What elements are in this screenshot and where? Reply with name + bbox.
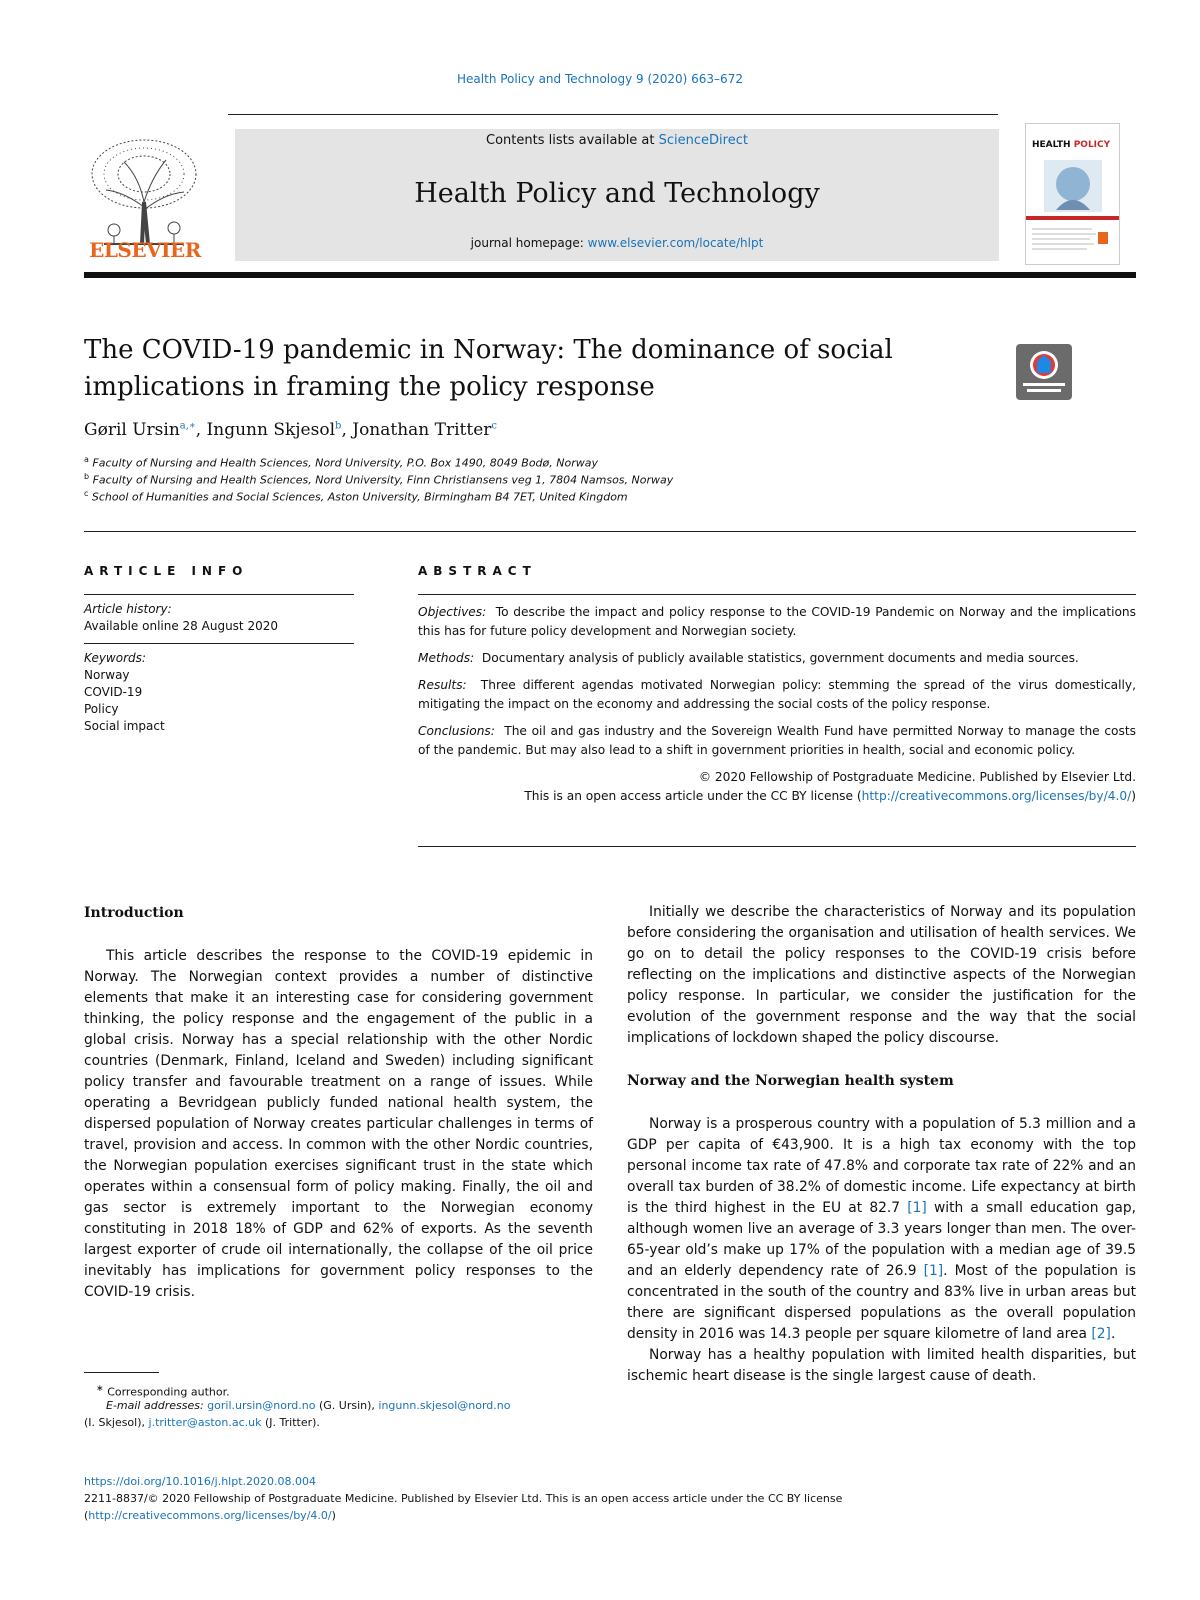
email-owner: (I. Skjesol), <box>84 1416 149 1429</box>
affiliation <box>84 489 628 504</box>
keywords-label: Keywords: <box>84 651 146 665</box>
author-name[interactable]: Jonathan Tritter <box>352 420 492 440</box>
footer-license-link[interactable]: http://creativecommons.org/licenses/by/4.0/ <box>88 1509 332 1522</box>
norway-text: . <box>1110 1326 1116 1342</box>
abstract-objectives <box>418 603 1136 641</box>
email-link[interactable]: j.tritter@aston.ac.uk <box>148 1416 262 1429</box>
cover-title-1: HEALTH <box>1032 140 1071 150</box>
doi-link[interactable]: https://doi.org/10.1016/j.hlpt.2020.08.004 <box>84 1475 316 1488</box>
check-for-updates-icon[interactable] <box>1015 343 1073 401</box>
affiliation <box>84 455 598 470</box>
author-name[interactable]: Ingunn Skjesol <box>206 420 336 440</box>
article-history <box>84 601 278 635</box>
affiliation-text: Faculty of Nursing and Health Sciences, Nord University, P.O. Box 1490, 8049 Bodø, Norway <box>92 456 598 470</box>
reference-link[interactable]: [1] <box>923 1263 944 1279</box>
email-link[interactable]: ingunn.skjesol@nord.no <box>378 1399 511 1412</box>
norway-text: with a small education gap, although women live an average of 3.3 years longer than men. The over-65-year old’s make up 17% of the population with a median age of 39.5 and an elderly dependency rate of 26.9 <box>627 1200 1136 1279</box>
abstract-copyright: © 2020 Fellowship of Postgraduate Medicine. Published by Elsevier Ltd. <box>698 770 1136 784</box>
journal-citation[interactable]: Health Policy and Technology 9 (2020) 663–672 <box>457 72 743 86</box>
norway-paragraph-1 <box>627 1114 1136 1345</box>
reference-link[interactable]: [2] <box>1091 1326 1111 1342</box>
keyword: COVID-19 <box>84 685 143 699</box>
header-rule <box>228 114 998 115</box>
abstract-conclusions <box>418 722 1136 760</box>
objectives-text: To describe the impact and policy response to the COVID-19 Pandemic on Norway and the implications this has for future policy development and Norwegian society. <box>418 605 1137 638</box>
info-rule <box>84 594 354 595</box>
methods-label: Methods: <box>418 651 475 665</box>
affiliation-marker: c <box>84 489 89 498</box>
cover-title-2: POLICY <box>1073 140 1111 150</box>
contents-line <box>235 133 999 148</box>
objectives-label: Objectives: <box>418 605 487 619</box>
abstract-heading: ABSTRACT <box>418 564 537 578</box>
results-label: Results: <box>418 678 467 692</box>
license-suffix: ) <box>1131 789 1136 803</box>
author-affil-marker[interactable]: c <box>491 420 498 432</box>
cover-text-lines <box>1032 226 1112 256</box>
abstract-results <box>418 676 1136 714</box>
masthead-thick-rule <box>84 272 1136 278</box>
footer-license-close: ) <box>331 1509 336 1522</box>
abstract-license <box>418 787 1136 806</box>
overview-paragraph: Initially we describe the characteristics of Norway and its population before considering the organisation and utilisation of health services. We go on to detail the policy responses to the COVID-19 crisis before reflecting on the implications and distinctive aspects of the Norwegian policy response. In particular, we consider the justification for the evolution of the government response and the way that the social implications of lockdown shaped the policy discourse. <box>627 904 1136 1046</box>
reference-link[interactable]: [1] <box>907 1200 927 1216</box>
history-label: Article history: <box>84 602 172 616</box>
author-affil-marker[interactable]: a,∗ <box>179 420 196 432</box>
elsevier-wordmark: ELSEVIER <box>89 238 201 262</box>
homepage-prefix: journal homepage: <box>470 236 588 250</box>
sciencedirect-link[interactable]: ScienceDirect <box>658 133 748 148</box>
section-heading-introduction: Introduction <box>84 905 184 921</box>
email-owner: (J. Tritter). <box>261 1416 320 1429</box>
journal-cover-thumbnail[interactable] <box>1025 123 1120 265</box>
homepage-line <box>235 236 999 250</box>
email-note-cont <box>84 1414 320 1431</box>
footer-license-open: ( <box>84 1509 89 1522</box>
affiliation-text: Faculty of Nursing and Health Sciences, Nord University, Finn Christiansens veg 1, 7804 Namsos, Norway <box>92 473 674 487</box>
article-title: The COVID-19 pandemic in Norway: The dominance of social implications in framing the policy response <box>84 335 893 402</box>
article-info-heading: ARTICLE INFO <box>84 564 249 578</box>
section-heading-norway: Norway and the Norwegian health system <box>627 1073 954 1089</box>
corresponding-marker: ∗ <box>96 1383 104 1394</box>
affiliation-rule <box>84 531 1136 532</box>
homepage-link[interactable]: www.elsevier.com/locate/hlpt <box>587 236 764 250</box>
email-label: E-mail addresses: <box>106 1399 204 1412</box>
author-name[interactable]: Gøril Ursin <box>84 420 180 440</box>
page-footer <box>84 1473 1136 1524</box>
affiliation-text: School of Humanities and Social Sciences, Aston University, Birmingham B4 7ET, United Kingdom <box>91 490 628 504</box>
keywords-block <box>84 650 165 735</box>
info-rule <box>84 643 354 644</box>
keyword: Social impact <box>84 719 165 733</box>
journal-name: Health Policy and Technology <box>414 178 820 209</box>
abstract-methods <box>418 649 1136 668</box>
conclusions-text: The oil and gas industry and the Sovereign Wealth Fund have permitted Norway to manage the costs of the pandemic. But may also lead to a shift in government priorities in health, social and economic policy. <box>418 724 1136 757</box>
norway-paragraph-2: Norway has a healthy population with limited health disparities, but ischemic heart disease is the single largest cause of death. <box>627 1347 1136 1384</box>
norway-text: Norway is a prosperous country with a population of 5.3 million and a GDP per capita of €43,900. It is a high tax economy with the top personal income tax rate of 47.8% and corporate tax rate of 22% and an overall tax burden of 38.2% of domestic income. Life expectancy at birth is the third highest in the EU at 82.7 <box>627 1116 1136 1216</box>
results-text: Three different agendas motivated Norwegian policy: stemming the spread of the virus domestically, mitigating the impact on the economy and addressing the social costs of the policy response. <box>418 678 1136 711</box>
abstract-body <box>418 603 1136 806</box>
issn-line: 2211-8837/© 2020 Fellowship of Postgraduate Medicine. Published by Elsevier Ltd. This is an open access article under the CC BY license <box>84 1492 843 1505</box>
author-list: Gøril Ursin$^{a,∗}$, Ingunn Skjesol$^b$, Jonathan Tritter$^c$ <box>84 420 498 440</box>
cover-globe-image <box>1044 160 1102 212</box>
affiliation-marker: b <box>84 472 90 481</box>
body-column-left <box>84 903 593 1303</box>
corresponding-text: Corresponding author. <box>107 1385 230 1399</box>
author-affil-marker[interactable]: b <box>335 420 342 432</box>
history-value: Available online 28 August 2020 <box>84 619 278 633</box>
methods-text: Documentary analysis of publicly available statistics, government documents and media sources. <box>481 651 1079 665</box>
norway-text: . Most of the population is concentrated in the south of the country and 83% live in urban areas but there are significant dispersed populations as the overall population density in 2016 was 14.3 people per square kilometre of land area <box>627 1263 1136 1342</box>
email-note <box>84 1397 626 1414</box>
affiliation <box>84 472 673 487</box>
abstract-end-rule <box>418 846 1136 847</box>
license-link[interactable]: http://creativecommons.org/licenses/by/4.0/ <box>861 789 1132 803</box>
license-prefix: This is an open access article under the CC BY license ( <box>524 789 862 803</box>
body-column-right <box>627 902 1136 1387</box>
email-owner: (G. Ursin), <box>315 1399 379 1412</box>
conclusions-label: Conclusions: <box>418 724 495 738</box>
affiliation-marker: a <box>84 455 89 464</box>
cover-red-band <box>1026 216 1119 220</box>
contents-prefix: Contents lists available at <box>486 133 659 148</box>
keyword: Policy <box>84 702 119 716</box>
intro-paragraph: This article describes the response to the COVID-19 epidemic in Norway. The Norwegian context provides a number of distinctive elements that make it an interesting case for considering government thinking, the policy response and the engagement of the public in a global crisis. Norway has a special relationship with the other Nordic countries (Denmark, Finland, Iceland and Sweden) including significant policy transfer and favourable treatment on a range of issues. While operating a Bevridgean publicly funded national health system, the dispersed population of Norway creates particular challenges in terms of travel, provision and access. In common with the other Nordic countries, the Norwegian population exercises significant trust in the state which operates within a consensual form of policy making. Finally, the oil and gas sector is extremely important to the Norwegian economy constituting in 2018 18% of GDP and 62% of exports. As the seventh largest exporter of crude oil internationally, the collapse of the oil price inevitably has implications for government policy responses to the COVID-19 crisis. <box>84 948 593 1300</box>
abstract-rule <box>418 594 1136 595</box>
footnote-rule <box>84 1372 159 1373</box>
keyword: Norway <box>84 668 130 682</box>
email-link[interactable]: goril.ursin@nord.no <box>207 1399 316 1412</box>
